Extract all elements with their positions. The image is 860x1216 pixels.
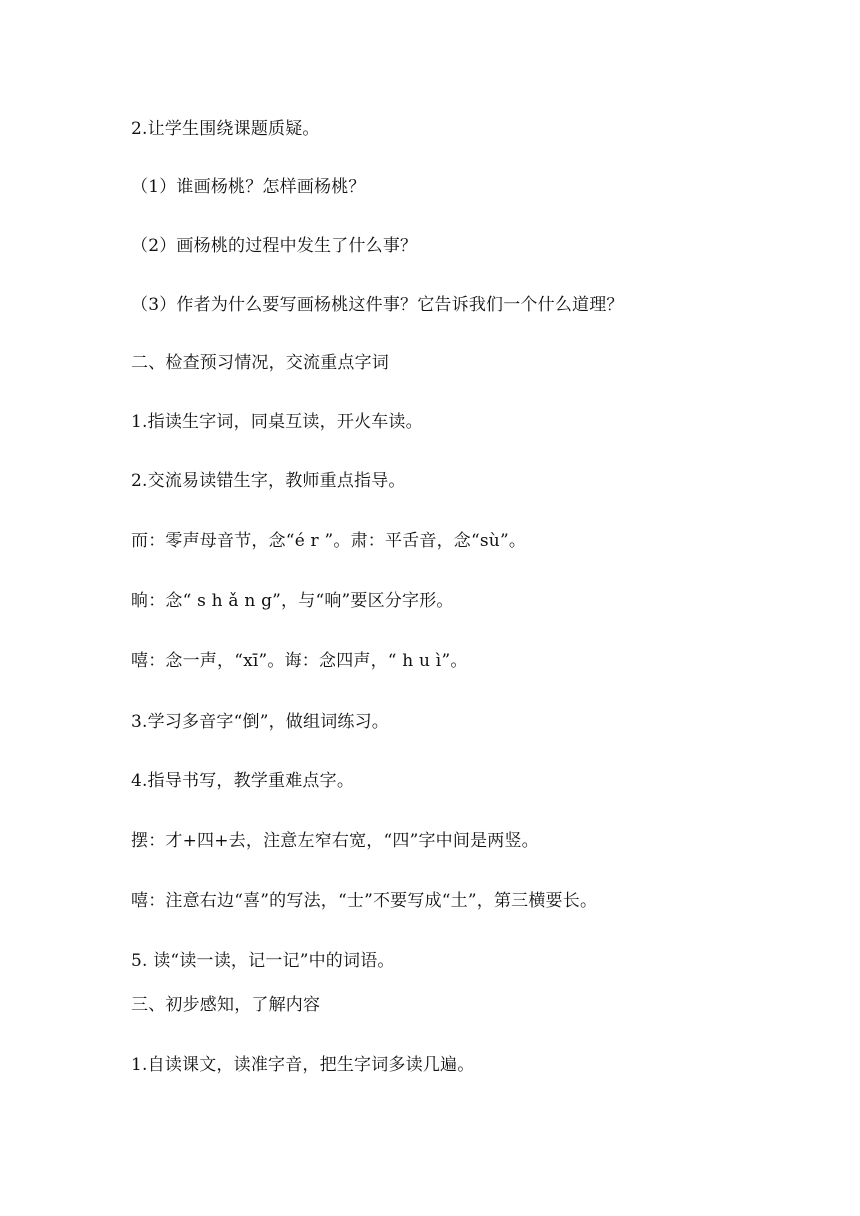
text-line: 嘻：注意右边“喜”的写法，“士”不要写成“土”，第三横要长。 [131,891,598,911]
text-line: 1.指读生字词，同桌互读，开火车读。 [131,412,423,432]
text-line: （1）谁画杨桃？怎样画杨桃？ [131,177,366,197]
text-line: 4.指导书写，教学重难点字。 [131,771,355,791]
text-line: 2.让学生围绕课题质疑。 [131,119,320,139]
text-line: 1.自读课文，读准字音，把生字词多读几遍。 [131,1055,475,1075]
section-heading: 二、检查预习情况，交流重点字词 [131,353,389,373]
text-line: 摆：才+四+去，注意左窄右宽，“四”字中间是两竖。 [131,831,539,851]
text-line: 3.学习多音字“倒”，做组词练习。 [131,712,390,732]
text-line: 2.交流易读错生字，教师重点指导。 [131,471,406,491]
text-line: 而：零声母音节，念“é r ”。肃：平舌音，念“sù”。 [131,531,527,551]
text-line: （2）画杨桃的过程中发生了什么事？ [131,236,418,256]
text-line: 5. 读“读一读，记一记”中的词语。 [131,951,395,971]
text-line: （3）作者为什么要写画杨桃这件事？它告诉我们一个什么道理？ [131,295,624,315]
text-line: 嘻：念一声，“xī”。诲：念四声，“ h u ì”。 [131,651,468,671]
text-line: 晌：念“ s h ǎ n g”，与“响”要区分字形。 [131,591,454,611]
section-heading: 三、初步感知，了解内容 [131,995,321,1015]
